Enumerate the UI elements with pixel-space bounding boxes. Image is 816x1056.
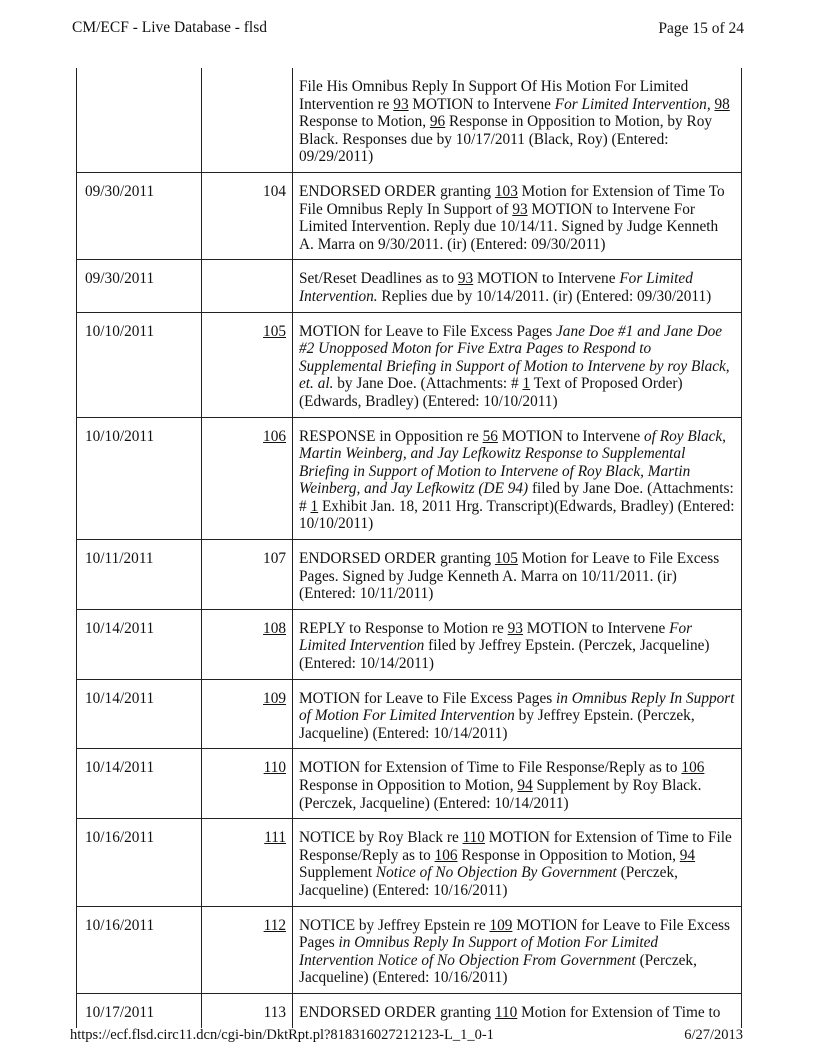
document-reference-link[interactable]: 93	[512, 200, 528, 218]
docket-text-italic: For Limited Intervention.	[299, 270, 693, 305]
document-reference-link[interactable]: 106	[434, 846, 458, 864]
docket-number: 104	[202, 172, 293, 259]
docket-text-segment: MOTION to Intervene	[497, 427, 645, 445]
docket-date: 10/10/2011	[77, 417, 202, 540]
docket-row	[77, 172, 742, 259]
docket-text-segment: MOTION to Intervene For Limited Intervention. Reply due 10/14/11. Signed by Judge Kenneth A. Marra on 9/30/2011. (ir) (Entered: 09/30/2011)	[299, 200, 719, 253]
docket-row	[77, 68, 742, 172]
docket-number-link[interactable]: 109	[263, 689, 286, 707]
docket-text	[293, 260, 742, 312]
docket-date: 10/11/2011	[77, 540, 202, 610]
docket-text-segment: Response in Opposition to Motion,	[299, 777, 518, 794]
docket-number	[202, 68, 293, 172]
docket-text	[293, 609, 742, 679]
docket-number-link[interactable]: 105	[263, 322, 286, 340]
docket-text-segment: Supplement by Roy Black. (Perczek, Jacqueline) (Entered: 10/14/2011)	[299, 777, 702, 812]
docket-text-segment: MOTION for Leave to File Excess Pages	[299, 916, 730, 952]
docket-date: 10/14/2011	[77, 749, 202, 819]
docket-date	[77, 68, 202, 172]
docket-number-link[interactable]: 111	[264, 829, 286, 847]
docket-text-italic: For Limited Intervention,	[554, 95, 711, 113]
docket-text	[293, 993, 742, 1027]
document-reference-link[interactable]: 98	[714, 95, 730, 113]
docket-text	[293, 819, 742, 906]
docket-row	[77, 819, 742, 906]
docket-date: 09/30/2011	[77, 172, 202, 259]
document-reference-link[interactable]: 110	[494, 1003, 518, 1021]
docket-number-link[interactable]: 110	[263, 759, 286, 777]
document-reference-link[interactable]: 1	[310, 497, 319, 515]
docket-text-segment: ENDORSED ORDER granting	[299, 182, 495, 200]
docket-text-italic: For Limited Intervention	[299, 619, 693, 655]
docket-number	[202, 609, 293, 679]
document-reference-link[interactable]: 1	[522, 375, 531, 393]
docket-text	[293, 312, 742, 417]
docket-text	[293, 749, 742, 819]
footer-url: https://ecf.flsd.circ11.dcn/cgi-bin/DktRpt.pl?818316027212123-L_1_0-1	[70, 1027, 494, 1043]
docket-text-segment: filed by Jeffrey Epstein. (Perczek, Jacqueline) (Entered: 10/14/2011)	[299, 637, 710, 673]
docket-number	[202, 260, 293, 312]
docket-row	[77, 906, 742, 993]
docket-number: 107	[202, 540, 293, 610]
docket-text-segment: MOTION to Intervene	[522, 619, 670, 637]
docket-date: 10/14/2011	[77, 679, 202, 749]
docket-text-segment: Motion for Extension of Time to	[517, 1003, 721, 1021]
docket-text-segment: by Jeffrey Epstein. (Perczek, Jacqueline) (Entered: 10/14/2011)	[299, 707, 695, 742]
docket-row	[77, 312, 742, 417]
docket-number	[202, 906, 293, 993]
docket-text-segment: NOTICE by Jeffrey Epstein re	[299, 916, 490, 934]
docket-text	[293, 68, 742, 172]
document-reference-link[interactable]: 110	[462, 829, 485, 847]
docket-text-segment: MOTION for Extension of Time to File Response/Reply as to	[299, 829, 732, 864]
docket-row	[77, 540, 742, 610]
docket-row	[77, 609, 742, 679]
docket-text-segment: RESPONSE in Opposition re	[299, 427, 483, 445]
docket-text-segment: filed by Jane Doe. (Attachments: #	[299, 480, 734, 515]
docket-number	[202, 679, 293, 749]
docket-text-italic: of Roy Black, Martin Weinberg, and Jay Lefkowitz Response to Supplemental Briefing in Support of Motion to Intervene of Roy Black, Martin Weinberg, and Jay Lefkowitz (DE 94)	[299, 427, 726, 498]
document-reference-link[interactable]: 56	[482, 427, 498, 445]
docket-text-segment: Response in Opposition to Motion,	[457, 846, 680, 864]
docket-date: 10/17/2011	[77, 993, 202, 1027]
docket-text-italic: Notice of No Objection By Government	[375, 864, 617, 882]
docket-text-italic: in Omnibus Reply In Support of Motion For Limited Intervention Notice of No Objection From Government	[299, 934, 659, 969]
docket-text-segment: Motion for Leave to File Excess Pages. Signed by Judge Kenneth A. Marra on 10/11/2011. (ir) (Entered: 10/11/2011)	[299, 550, 720, 603]
docket-date: 10/16/2011	[77, 819, 202, 906]
docket-text	[293, 679, 742, 749]
docket-text-italic: in Omnibus Reply In Support of Motion For Limited Intervention	[299, 689, 735, 725]
docket-text-segment: (Perczek, Jacqueline) (Entered: 10/16/2011)	[299, 951, 697, 987]
docket-text-segment: Replies due by 10/14/2011. (ir) (Entered: 09/30/2011)	[377, 287, 712, 305]
docket-table	[76, 68, 742, 1028]
document-reference-link[interactable]: 96	[429, 113, 446, 131]
docket-date: 09/30/2011	[77, 260, 202, 312]
docket-text-segment: ENDORSED ORDER granting	[299, 1003, 495, 1021]
docket-number: 113	[202, 993, 293, 1027]
docket-text-segment: Response to Motion,	[299, 113, 430, 131]
docket-text-segment: MOTION for Leave to File Excess Pages	[299, 689, 557, 707]
docket-text	[293, 540, 742, 610]
docket-text-segment: MOTION to Intervene	[473, 270, 620, 288]
document-reference-link[interactable]: 93	[507, 619, 523, 637]
document-reference-link[interactable]: 93	[457, 270, 474, 288]
docket-text-segment: NOTICE by Roy Black re	[299, 829, 463, 847]
page-header-title: CM/ECF - Live Database - flsd	[72, 19, 268, 36]
footer-print-date: 6/27/2013	[684, 1027, 743, 1043]
docket-number	[202, 749, 293, 819]
docket-text	[293, 417, 742, 540]
document-reference-link[interactable]: 105	[494, 550, 518, 568]
docket-text	[293, 172, 742, 259]
docket-text	[293, 906, 742, 993]
document-reference-link[interactable]: 106	[681, 759, 705, 777]
docket-row	[77, 749, 742, 819]
docket-date: 10/10/2011	[77, 312, 202, 417]
docket-text-segment: MOTION to Intervene	[408, 95, 555, 113]
docket-number-link[interactable]: 108	[263, 619, 286, 637]
docket-text-segment: ENDORSED ORDER granting	[299, 550, 495, 568]
docket-text-segment: (Perczek, Jacqueline) (Entered: 10/16/2011)	[299, 864, 678, 899]
docket-row	[77, 417, 742, 540]
docket-text-segment: Text of Proposed Order)(Edwards, Bradley) (Entered: 10/10/2011)	[299, 375, 683, 410]
docket-text-segment: Set/Reset Deadlines as to	[299, 270, 458, 288]
docket-number-link[interactable]: 106	[263, 427, 286, 445]
docket-text-segment: File His Omnibus Reply In Support Of His Motion For Limited Intervention re	[299, 78, 689, 113]
docket-text-segment: REPLY to Response to Motion re	[299, 619, 508, 637]
page-number: Page 15 of 24	[658, 20, 744, 37]
docket-row	[77, 993, 742, 1027]
document-reference-link[interactable]: 109	[489, 916, 513, 934]
document-reference-link[interactable]: 93	[393, 95, 409, 113]
docket-row	[77, 679, 742, 749]
docket-number-link[interactable]: 112	[263, 916, 286, 934]
docket-text-segment: MOTION for Extension of Time to File Response/Reply as to	[299, 759, 682, 777]
docket-text-segment: by Jane Doe. (Attachments: #	[333, 375, 523, 393]
docket-text-segment: Supplement	[299, 864, 376, 882]
docket-number	[202, 312, 293, 417]
docket-text-italic: Jane Doe #1 and Jane Doe #2 Unopposed Moton for Five Extra Pages to Respond to Supplemental Briefing in Support of Motion to Intervene by roy Black, et. al.	[299, 322, 730, 393]
document-reference-link[interactable]: 103	[494, 182, 518, 200]
docket-row	[77, 260, 742, 312]
document-reference-link[interactable]: 94	[679, 846, 696, 864]
docket-text-segment: MOTION for Leave to File Excess Pages	[299, 322, 557, 340]
docket-number	[202, 417, 293, 540]
docket-text-segment: Motion for Extension of Time To File Omnibus Reply In Support of	[299, 182, 725, 218]
docket-text-segment: Exhibit Jan. 18, 2011 Hrg. Transcript)(Edwards, Bradley) (Entered: 10/10/2011)	[299, 497, 735, 533]
docket-date: 10/14/2011	[77, 609, 202, 679]
document-reference-link[interactable]: 94	[517, 777, 533, 794]
docket-number	[202, 819, 293, 906]
docket-text-segment: Response in Opposition to Motion, by Roy Black. Responses due by 10/17/2011 (Black, Roy) (Entered: 09/29/2011)	[299, 113, 713, 166]
docket-date: 10/16/2011	[77, 906, 202, 993]
